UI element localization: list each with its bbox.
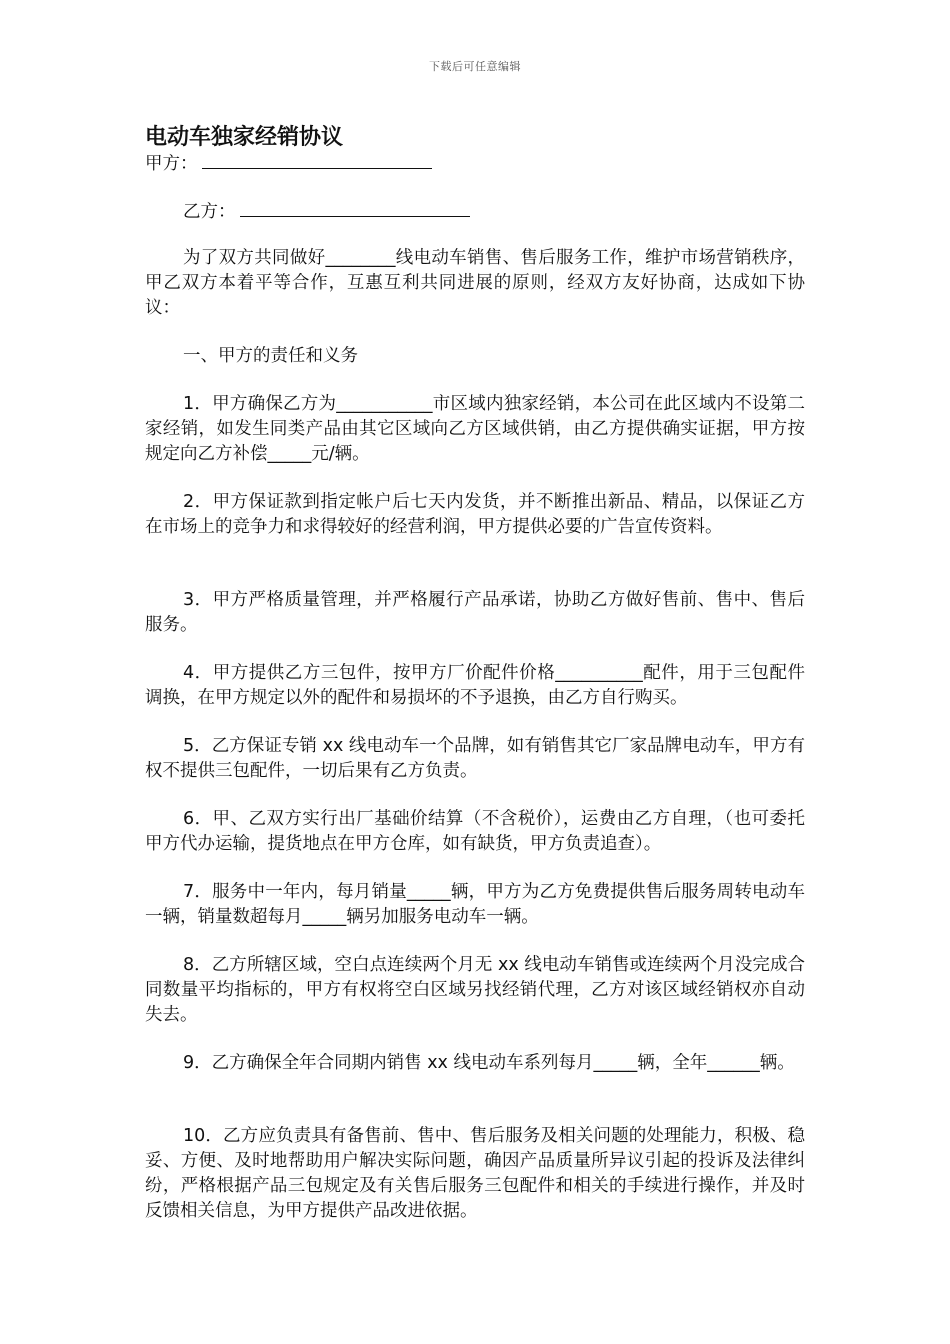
document-title: 电动车独家经销协议 — [145, 125, 344, 150]
clause-10: 10．乙方应负责具有备售前、售中、售后服务及相关问题的处理能力，积极、稳妥、方便、及时地帮助用户解决实际问题，确因产品质量所异议引起的投诉及法律纠纷，严格根据产品三包规定及有关售后服务三包配件和相关的手续进行操作，并及时反馈相关信息，为甲方提供产品改进依据。 — [145, 1126, 805, 1221]
party-b-line — [183, 198, 843, 225]
party-b-blank — [240, 198, 470, 217]
clause-4: 4．甲方提供乙方三包件，按甲方厂价配件价格__________配件，用于三包配件调换，在甲方规定以外的配件和易损坏的不予退换，由乙方自行购买。 — [145, 663, 805, 708]
party-a-line — [145, 150, 805, 177]
clause-7: 7．服务中一年内，每月销量_____辆，甲方为乙方免费提供售后服务周转电动车一辆，销量数超每月_____辆另加服务电动车一辆。 — [145, 882, 805, 927]
clause-1: 1．甲方确保乙方为___________市区域内独家经销，本公司在此区域内不设第二家经销，如发生同类产品由其它区域向乙方区域供销，由乙方提供确实证据，甲方按规定向乙方补偿_____元/辆。 — [145, 394, 805, 464]
party-a-blank — [202, 150, 432, 169]
clause-3: 3．甲方严格质量管理，并严格履行产品承诺，协助乙方做好售前、售中、售后服务。 — [145, 590, 805, 635]
clause-9: 9．乙方确保全年合同期内销售 xx 线电动车系列每月_____辆，全年______辆。 — [183, 1053, 795, 1073]
header-note: 下载后可任意编辑 — [429, 60, 521, 73]
clause-8: 8．乙方所辖区域，空白点连续两个月无 xx 线电动车销售或连续两个月没完成合同数量平均指标的，甲方有权将空白区域另找经销代理，乙方对该区域经销权亦自动失去。 — [145, 955, 805, 1025]
clause-2: 2．甲方保证款到指定帐户后七天内发货，并不断推出新品、精品，以保证乙方在市场上的竞争力和求得较好的经营利润，甲方提供必要的广告宣传资料。 — [145, 492, 805, 537]
party-b-label: 乙方： — [183, 202, 236, 222]
clause-6: 6．甲、乙双方实行出厂基础价结算（不含税价），运费由乙方自理，（也可委托甲方代办运输，提货地点在甲方仓库，如有缺货，甲方负责追查）。 — [145, 809, 805, 854]
section1-heading: 一、甲方的责任和义务 — [183, 346, 358, 366]
intro-paragraph: 为了双方共同做好________线电动车销售、售后服务工作，维护市场营销秩序，甲乙双方本着平等合作，互惠互利共同进展的原则，经双方友好协商，达成如下协议： — [145, 248, 805, 318]
party-a-label: 甲方： — [145, 154, 198, 174]
clause-5: 5．乙方保证专销 xx 线电动车一个品牌，如有销售其它厂家品牌电动车，甲方有权不提供三包配件，一切后果有乙方负责。 — [145, 736, 805, 781]
